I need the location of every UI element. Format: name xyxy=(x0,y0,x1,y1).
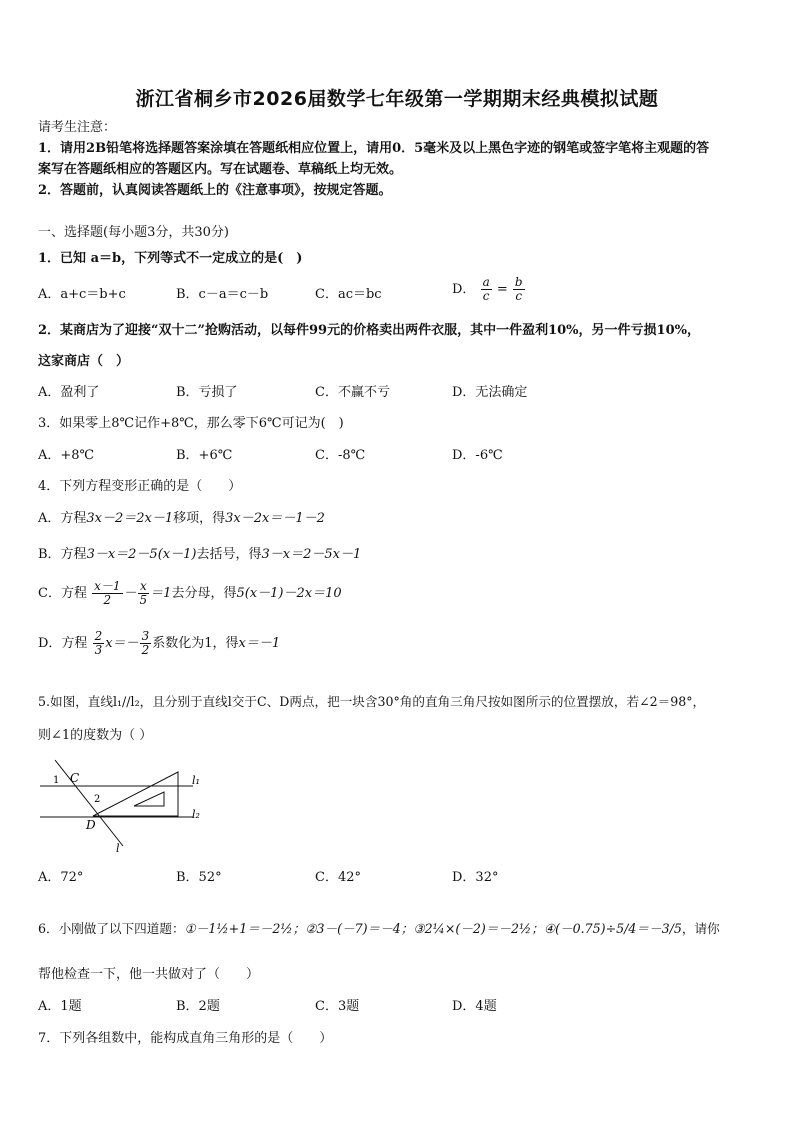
q2-stem-a: 2．某商店为了迎接“双十二”抢购活动，以每件99元的价格卖出两件衣服，其中一件盈利10%，另一件亏损10%， xyxy=(38,323,700,338)
q5-stem-b: 则∠1的度数为（ ） xyxy=(38,728,153,743)
label-d: D xyxy=(86,818,96,832)
label-l2: l₂ xyxy=(192,808,200,821)
q5-figure xyxy=(38,758,218,858)
q1-option-a: A．a+c＝b+c xyxy=(38,287,126,302)
q6-option-b: B．2题 xyxy=(176,999,220,1014)
q1-option-c: C．ac＝bc xyxy=(315,287,382,302)
label-angle-2: 2 xyxy=(94,794,101,805)
q1-option-d xyxy=(452,276,526,303)
q2-option-c: C．不赢不亏 xyxy=(315,385,390,400)
notice-heading: 请考生注意： xyxy=(38,120,117,135)
q3-option-c: C．-8℃ xyxy=(315,448,366,463)
q5-option-c: C．42° xyxy=(315,870,361,885)
q3-stem: 3．如果零上8℃记作+8℃，那么零下6℃可记为( ) xyxy=(38,416,344,431)
q7-stem: 7．下列各组数中，能构成直角三角形的是（ ） xyxy=(38,1031,333,1046)
q1-d-label: D． xyxy=(452,282,476,297)
page-title: 浙江省桐乡市2026届数学七年级第一学期期末经典模拟试题 xyxy=(135,88,659,110)
q3-option-b: B．+6℃ xyxy=(176,448,233,463)
q6-stem-a: 6．小刚做了以下四道题：①－1½+1＝－2½；②3－(－7)＝－4；③2¼×(－2)＝－2½；④(－0.75)÷5/4＝－3/5，请你 xyxy=(38,921,720,936)
q5-option-b: B．52° xyxy=(176,870,222,885)
q4-stem: 4．下列方程变形正确的是（ ） xyxy=(38,479,242,494)
notice-item-1b: 案写在答题纸相应的答题区内。写在试题卷、草稿纸上均无效。 xyxy=(38,162,403,177)
q6-option-a: A．1题 xyxy=(38,999,82,1014)
q1-stem: 1．已知 a＝b，下列等式不一定成立的是( ) xyxy=(38,251,303,266)
label-l: l xyxy=(116,842,120,855)
q5-option-a: A．72° xyxy=(38,870,84,885)
label-c: C xyxy=(70,771,80,785)
line-l xyxy=(55,760,123,846)
label-angle-1: 1 xyxy=(53,775,60,786)
q1-d-frac-2: $\frac{b}{c}$ xyxy=(514,275,523,303)
q2-option-b: B．亏损了 xyxy=(176,385,238,400)
q1-d-frac-1: $\frac{a}{c}$ xyxy=(482,275,490,303)
q6-option-d: D．4题 xyxy=(452,999,497,1014)
triangle-inner xyxy=(134,792,164,806)
q3-option-a: A．+8℃ xyxy=(38,448,95,463)
q4-option-b: B．方程3－x＝2－5(x－1)去括号，得3－x＝2－5x－1 xyxy=(38,547,362,562)
q3-option-d: D．-6℃ xyxy=(452,448,503,463)
q4-option-a: A．方程3x－2＝2x－1移项，得3x－2x＝－1－2 xyxy=(38,511,325,526)
section-heading: 一、选择题(每小题3分，共30分) xyxy=(38,225,229,240)
notice-item-1a: 1．请用2B铅笔将选择题答案涂填在答题纸相应位置上，请用0．5毫米及以上黑色字迹的钢笔或签字笔将主观题的答 xyxy=(38,141,710,156)
q2-option-a: A．盈利了 xyxy=(38,385,100,400)
q1-option-b: B．c－a＝c－b xyxy=(176,287,269,302)
q4-option-c: C．方程 $\frac{x-1}{2}$ － $\frac{x}{5}$ ＝1去分母，得5(x－1)－2x＝10 xyxy=(38,579,342,607)
label-l1: l₁ xyxy=(192,774,200,787)
q1-d-eq: = xyxy=(496,282,508,297)
q5-option-d: D．32° xyxy=(452,870,499,885)
notice-item-2: 2．答题前，认真阅读答题纸上的《注意事项》，按规定答题。 xyxy=(38,183,392,198)
q5-stem-a: 5.如图，直线l₁//l₂，且分别于直线l交于C、D两点，把一块含30°角的直角三角尺按如图所示的位置摆放，若∠2＝98°， xyxy=(38,694,706,709)
q2-stem-b: 这家商店（ ） xyxy=(38,354,130,369)
q6-option-c: C．3题 xyxy=(315,999,360,1014)
q2-option-d: D．无法确定 xyxy=(452,385,528,400)
triangle-ruler xyxy=(93,772,178,816)
q6-stem-b: 帮他检查一下，他一共做对了（ ） xyxy=(38,967,260,982)
q4-option-d: D．方程 $\frac{2}{3}$ x＝－ $\frac{3}{2}$ 系数化为1，得x＝－1 xyxy=(38,629,281,657)
